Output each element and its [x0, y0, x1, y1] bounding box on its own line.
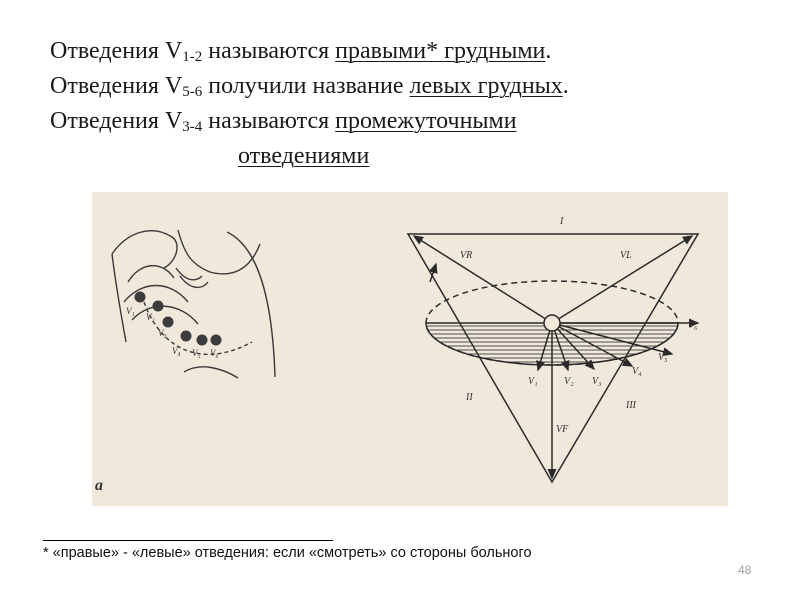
- line-3-subscript: 3-4: [182, 119, 203, 135]
- electrode-v2: [153, 301, 164, 312]
- slide-text: [50, 34, 750, 174]
- electrode-v5: [197, 335, 208, 346]
- footnote-divider: [43, 540, 333, 541]
- label-lead-i: I: [560, 216, 564, 227]
- label-lead-iii: III: [626, 400, 636, 411]
- line-1-subscript: 1-2: [182, 49, 203, 65]
- electrode-v6: [211, 335, 222, 346]
- line-3-middle: называются: [202, 108, 336, 134]
- torso-clavicle: [176, 268, 208, 287]
- label-vl: VL: [620, 250, 632, 261]
- text-line-1: [50, 34, 750, 69]
- torso-neck: [178, 230, 260, 274]
- chest-label-v1: V₁: [126, 306, 135, 316]
- line-2-middle: получили название: [202, 73, 410, 99]
- torso-left-side: [112, 254, 126, 342]
- text-line-4: [50, 139, 750, 174]
- chest-label-v6: V₆: [210, 348, 219, 358]
- label-v1: V₁: [528, 376, 538, 387]
- line-1-prefix: Отведения V: [50, 38, 183, 64]
- chest-label-v5: V₅: [192, 348, 201, 358]
- line-2-suffix: .: [562, 73, 569, 99]
- electrode-v3: [163, 317, 174, 328]
- torso-right-side: [227, 232, 275, 377]
- heart-center: [544, 315, 560, 331]
- label-vr: VR: [460, 250, 473, 261]
- label-v4: V₄: [632, 366, 642, 377]
- chest-label-v4: V₄: [172, 346, 181, 356]
- label-v3: V₃: [592, 376, 602, 387]
- line-1-suffix: .: [545, 38, 552, 64]
- label-vf: VF: [556, 424, 569, 435]
- torso-lower-rib: [184, 367, 238, 378]
- line-2-subscript: 5-6: [182, 84, 203, 100]
- electrode-v4: [181, 331, 192, 342]
- page-number: 48: [738, 563, 752, 577]
- line-2-underlined: левых грудных: [409, 73, 563, 99]
- text-line-2: [50, 69, 750, 104]
- figure-svg: [92, 192, 728, 506]
- figure-corner-label: а: [95, 477, 103, 494]
- chest-label-v2: V₂: [146, 312, 155, 322]
- electrode-v1: [135, 292, 146, 303]
- label-v6: V₆: [688, 320, 698, 331]
- line-1-middle: называются: [202, 38, 336, 64]
- footnote: * «правые» - «левые» отведения: если «смотреть» со стороны больного: [43, 545, 532, 561]
- ecg-leads-figure: [92, 192, 728, 506]
- label-lead-ii: II: [466, 392, 473, 403]
- chest-label-v3: V₃: [158, 328, 167, 338]
- line-1-underlined: правыми* грудными: [335, 38, 546, 64]
- einthoven-diagram: [408, 234, 698, 482]
- label-v2: V₂: [564, 376, 574, 387]
- line-4-continuation: отведениями: [238, 143, 370, 169]
- label-v5: V₅: [658, 352, 668, 363]
- line-2-prefix: Отведения V: [50, 73, 183, 99]
- text-line-3: [50, 104, 750, 139]
- torso-left-shoulder: [112, 231, 177, 268]
- line-3-underlined: промежуточными: [335, 108, 517, 134]
- line-3-prefix: Отведения V: [50, 108, 183, 134]
